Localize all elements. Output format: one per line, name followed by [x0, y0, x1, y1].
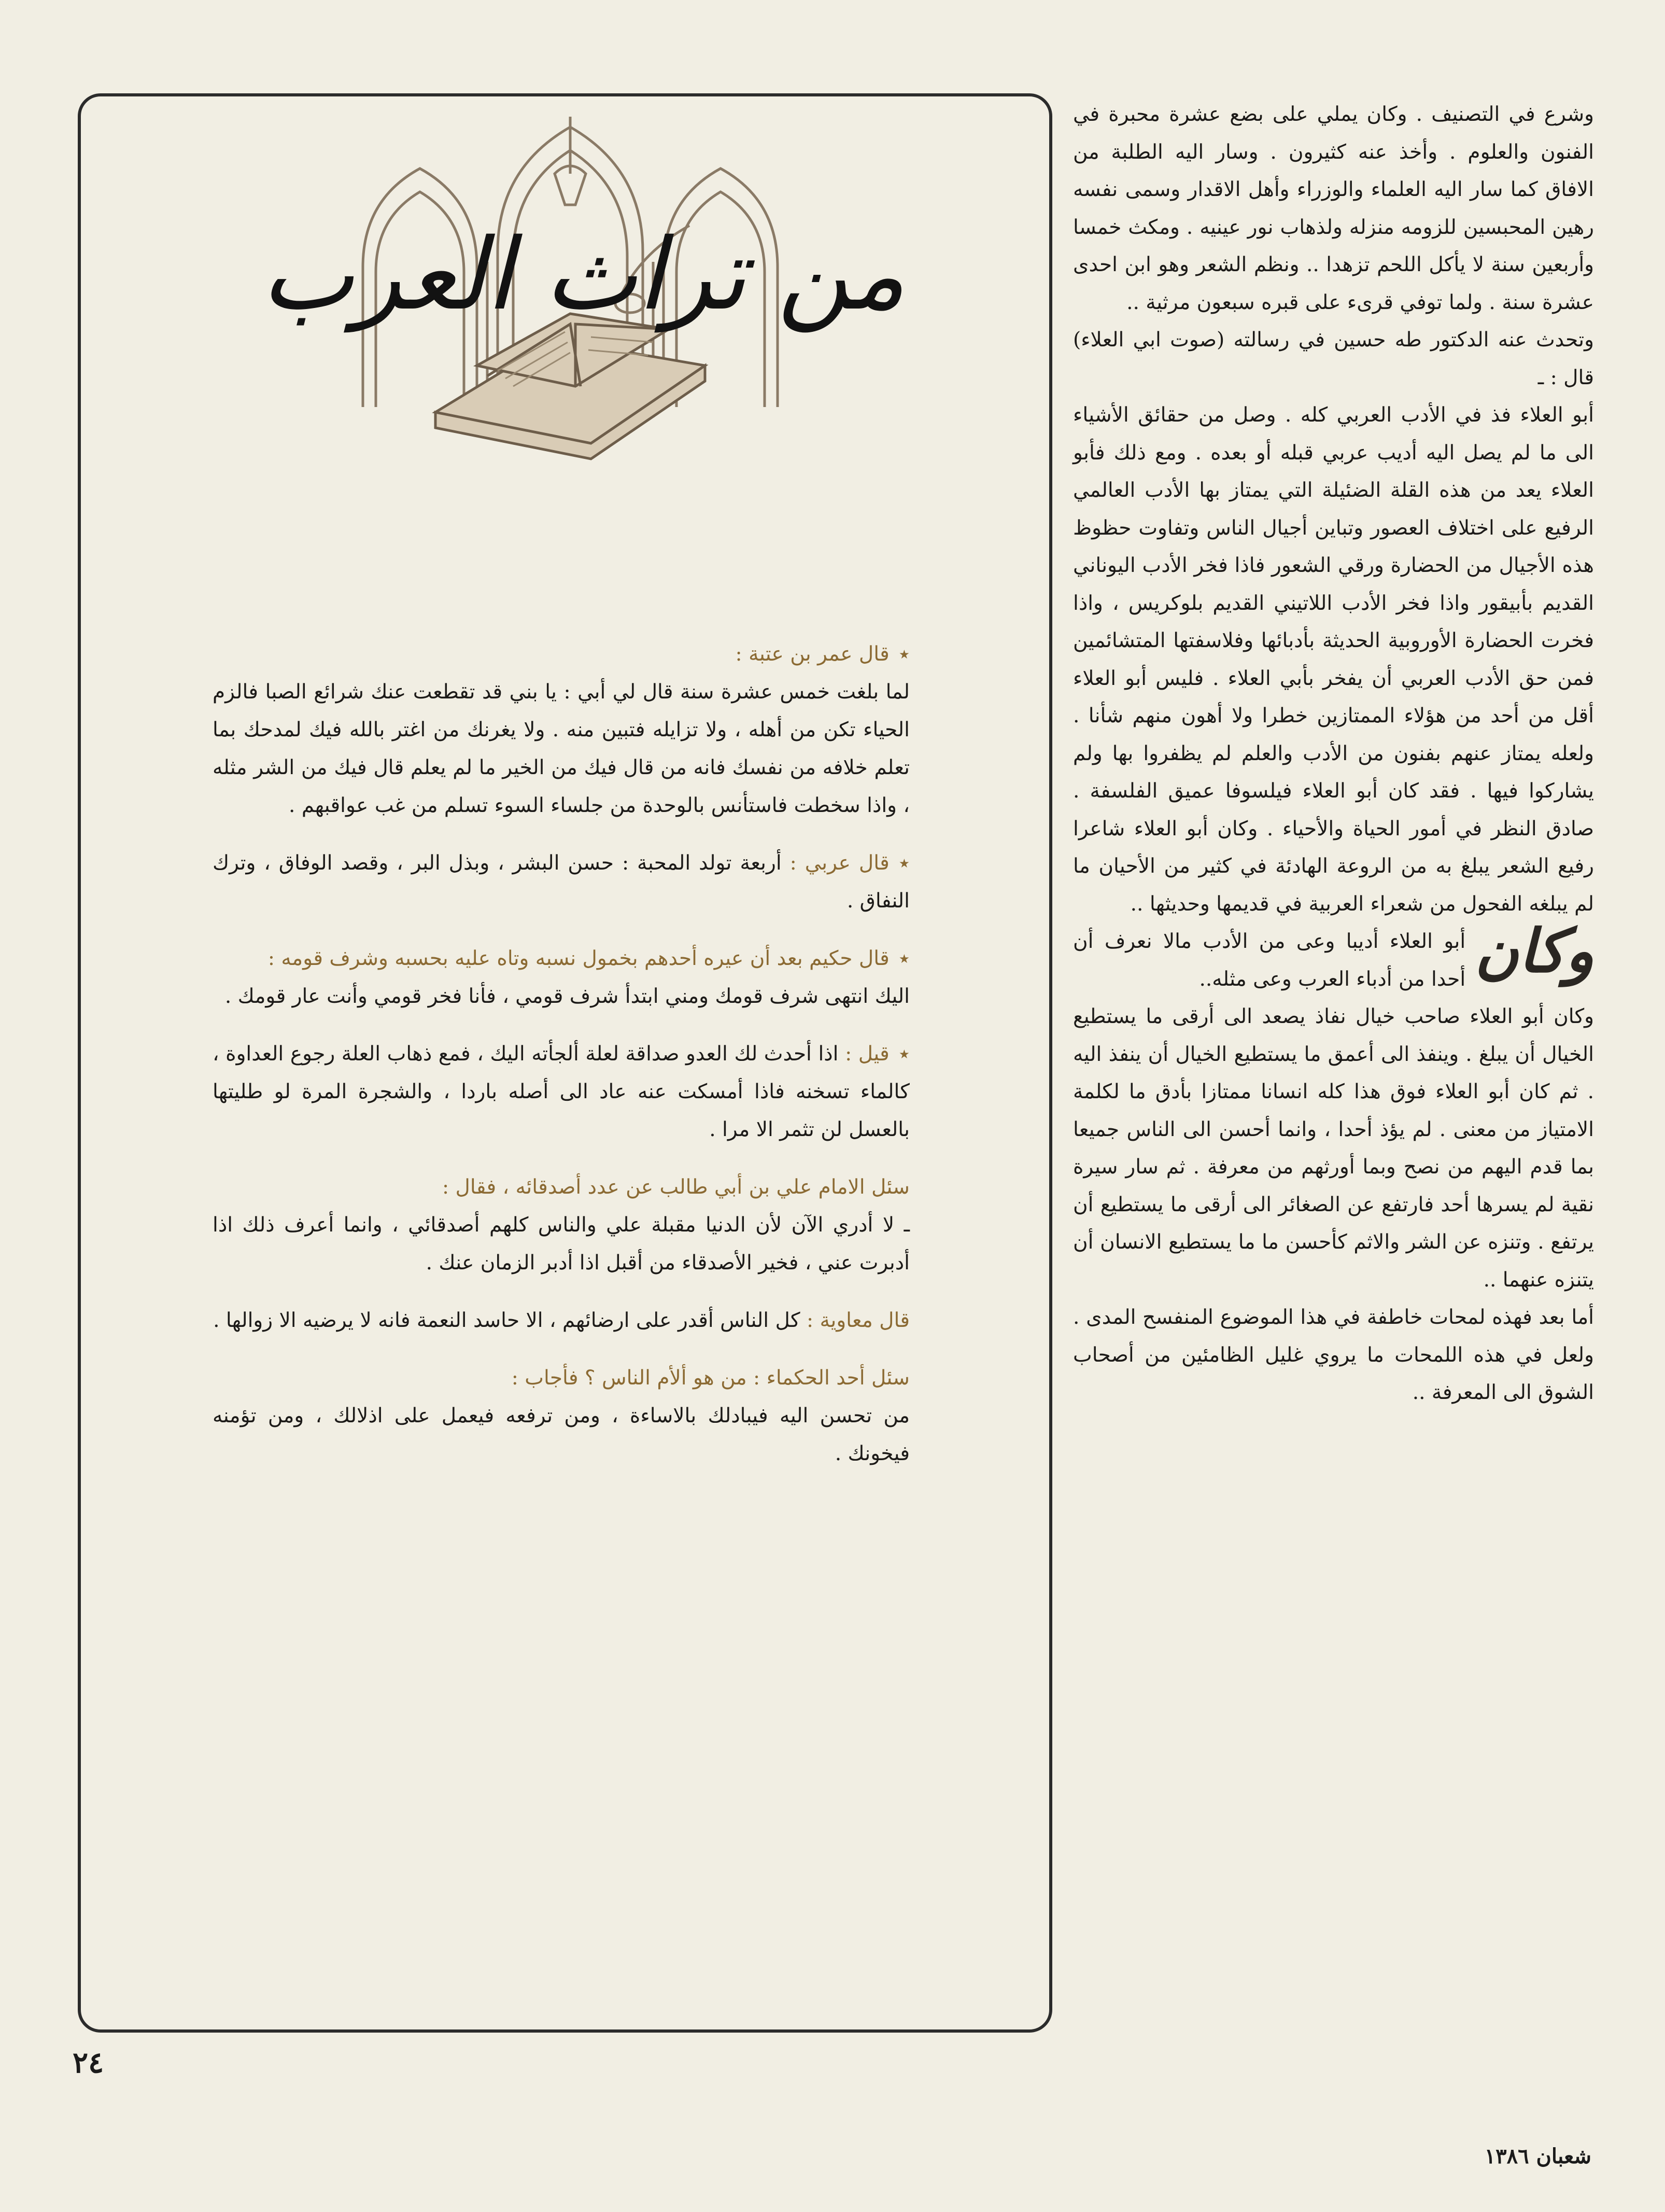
saying-item [213, 1168, 910, 1282]
saying-head: قيل : [845, 1042, 890, 1066]
saying-head: قال معاوية : [807, 1309, 910, 1332]
issue-date: شعبان ١٣٨٦ [1484, 2144, 1591, 2168]
bullet-star-icon: ٭ [898, 851, 910, 875]
bullet-star-icon: ٭ [898, 1042, 910, 1066]
saying-body: اليك انتهى شرف قومك ومني ابتدأ شرف قومي ، فأنا فخر قومي وأنت عار قومك . [224, 985, 910, 1008]
saying-head: قال عربي : [789, 851, 890, 875]
bullet-star-icon: ٭ [898, 642, 910, 666]
article-imagination: وكان أبو العلاء صاحب خيال نفاذ يصعد الى أرقى ما يستطيع الخيال أن يبلغ . وينفذ الى أعمق ما يستطيع الخيال أن ينفذ اليه . ثم كان أبو العلاء فوق هذا كله انسانا ممتازا بأدق ما لكلمة الامتياز من معنى . لم يؤذ أحدا ، وانما أحسن الى الناس جميعا بما قدم اليهم من نصح وبما أورثهم من معرفة . ثم سار سيرة نقية لم يسرها أحد فارتفع عن الصغائر الى أرقى ما يستطيع أن يرتفع . وتنزه عن الشر والاثم كأحسن ما ما يستطيع الانسان أن يتنزه عنهما .. [1073, 1005, 1594, 1292]
article-taha-intro: وتحدث عنه الدكتور طه حسين في رسالته (صوت ابي العلاء) قال : ـ [1073, 328, 1594, 389]
bullet-star-icon: ٭ [898, 947, 910, 970]
saying-body: اذا أحدث لك العدو صداقة لعلة ألجأته اليك ، فمع ذهاب العلة رجوع العداوة ، كالماء تسخنه فاذا أمسكت عنه عاد الى أصله باردا ، والشجرة المرة لو طليتها بالعسل لن تثمر الا مرا . [213, 1042, 910, 1141]
saying-item [213, 635, 910, 824]
article-drop-paragraph [1073, 916, 1594, 998]
decorative-drop-word: وكان [1475, 916, 1594, 986]
saying-head: سئل الامام علي بن أبي طالب عن عدد أصدقائه ، فقال : [442, 1175, 910, 1199]
saying-item [213, 940, 910, 1015]
saying-item [213, 844, 910, 920]
main-article [1073, 96, 1594, 1412]
saying-body: ـ لا أدري الآن لأن الدنيا مقبلة علي والناس كلهم أصدقائي ، وانما أعرف ذلك اذا أدبرت عني ، فخير الأصدقاء من أقبل اذا أدبر الزمان عنك . [213, 1213, 910, 1275]
heritage-title: من تراث العرب [261, 217, 906, 332]
saying-head: قال عمر بن عتبة : [735, 642, 890, 666]
article-closing: أما بعد فهذه لمحات خاطفة في هذا الموضوع المنفسح المدى . ولعل في هذه اللمحات ما يروي غليل الظامئين من أصحاب الشوق الى المعرفة .. [1073, 1306, 1594, 1404]
saying-item [213, 1359, 910, 1473]
article-intro: وشرع في التصنيف . وكان يملي على بضع عشرة محبرة في الفنون والعلوم . وأخذ عنه كثيرون . وسار اليه الطلبة من الافاق كما سار اليه العلماء والوزراء وأهل الاقدار وسمى نفسه رهين المحبسين للزومه منزله ولذهاب نور عينيه . ومكث خمسا وأربعين سنة لا يأكل اللحم تزهدا .. ونظم الشعر وهو ابن احدى عشرة سنة . ولما توفي قرىء على قبره سبعون مرثية .. [1073, 103, 1594, 314]
saying-item [213, 1035, 910, 1149]
article-drop-rest: أبو العلاء أديبا وعى من الأدب مالا نعرف أن أحدا من أدباء العرب وعى مثله.. [1073, 930, 1466, 991]
article-quote: أبو العلاء فذ في الأدب العربي كله . وصل من حقائق الأشياء الى ما لم يصل اليه أديب عربي قبله أو بعده . ومع ذلك فأبو العلاء يعد من هذه القلة الضئيلة التي يمتاز بها الأدب العالمي الرفيع على اختلاف العصور وتباين أجيال الناس وتفاوت حظوظ هذه الأجيال من الحضارة ورقي الشعور فاذا فخر الأدب اليوناني القديم بأبيقور واذا فخر الأدب اللاتيني القديم بلوكريس ، واذا فخرت الحضارة الأوروبية الحديثة بأدبائها وفلاسفتها المتشائمين فمن حق الأدب العربي أن يفخر بأبي العلاء . فليس أبو العلاء أقل من أحد من هؤلاء الممتازين خطرا ولا أهون منهم شأنا . ولعله يمتاز عنهم بفنون من الأدب والعلم لم يظفروا بها ولم يشاركوا فيها . فقد كان أبو العلاء فيلسوفا عميق الفلسفة . صادق النظر في أمور الحياة والأحياء . وكان أبو العلاء شاعرا رفيع الشعر يبلغ به من الروعة الهادئة في كثير من الأحيان ما لم يبلغه الفحول من شعراء العربية في قديمها وحديثها .. [1073, 403, 1594, 916]
saying-body: لما بلغت خمس عشرة سنة قال لي أبي : يا بني قد تقطعت عنك شرائع الصبا فالزم الحياء تكن من أهله ، ولا تزايله فتبين منه . ولا يغرنك من اغتر بالله فيك لمدحك بما تعلم خلافه من نفسك فانه من قال فيك من الخير ما لم يعلم قال فيك من الشر مثله ، واذا سخطت فاستأنس بالوحدة من جلساء السوء تسلم من غب عواقبهم . [213, 680, 910, 817]
page-number: ٢٤ [73, 2046, 104, 2080]
saying-head: قال حكيم بعد أن عيره أحدهم بخمول نسبه وتاه عليه بحسبه وشرف قومه : [267, 947, 890, 970]
saying-body: من تحسن اليه فيبادلك بالاساءة ، ومن ترفعه فيعمل على اذلالك ، ومن تؤمنه فيخونك . [213, 1404, 910, 1465]
saying-body: أربعة تولد المحبة : حسن البشر ، وبذل البر ، وقصد الوفاق ، وترك النفاق . [213, 851, 910, 913]
saying-body: كل الناس أقدر على ارضائهم ، الا حاسد النعمة فانه لا يرضيه الا زوالها . [213, 1309, 800, 1332]
saying-item [213, 1301, 910, 1339]
saying-head: سئل أحد الحكماء : من هو ألأم الناس ؟ فأجاب : [511, 1366, 910, 1390]
sayings-list [213, 635, 910, 1492]
